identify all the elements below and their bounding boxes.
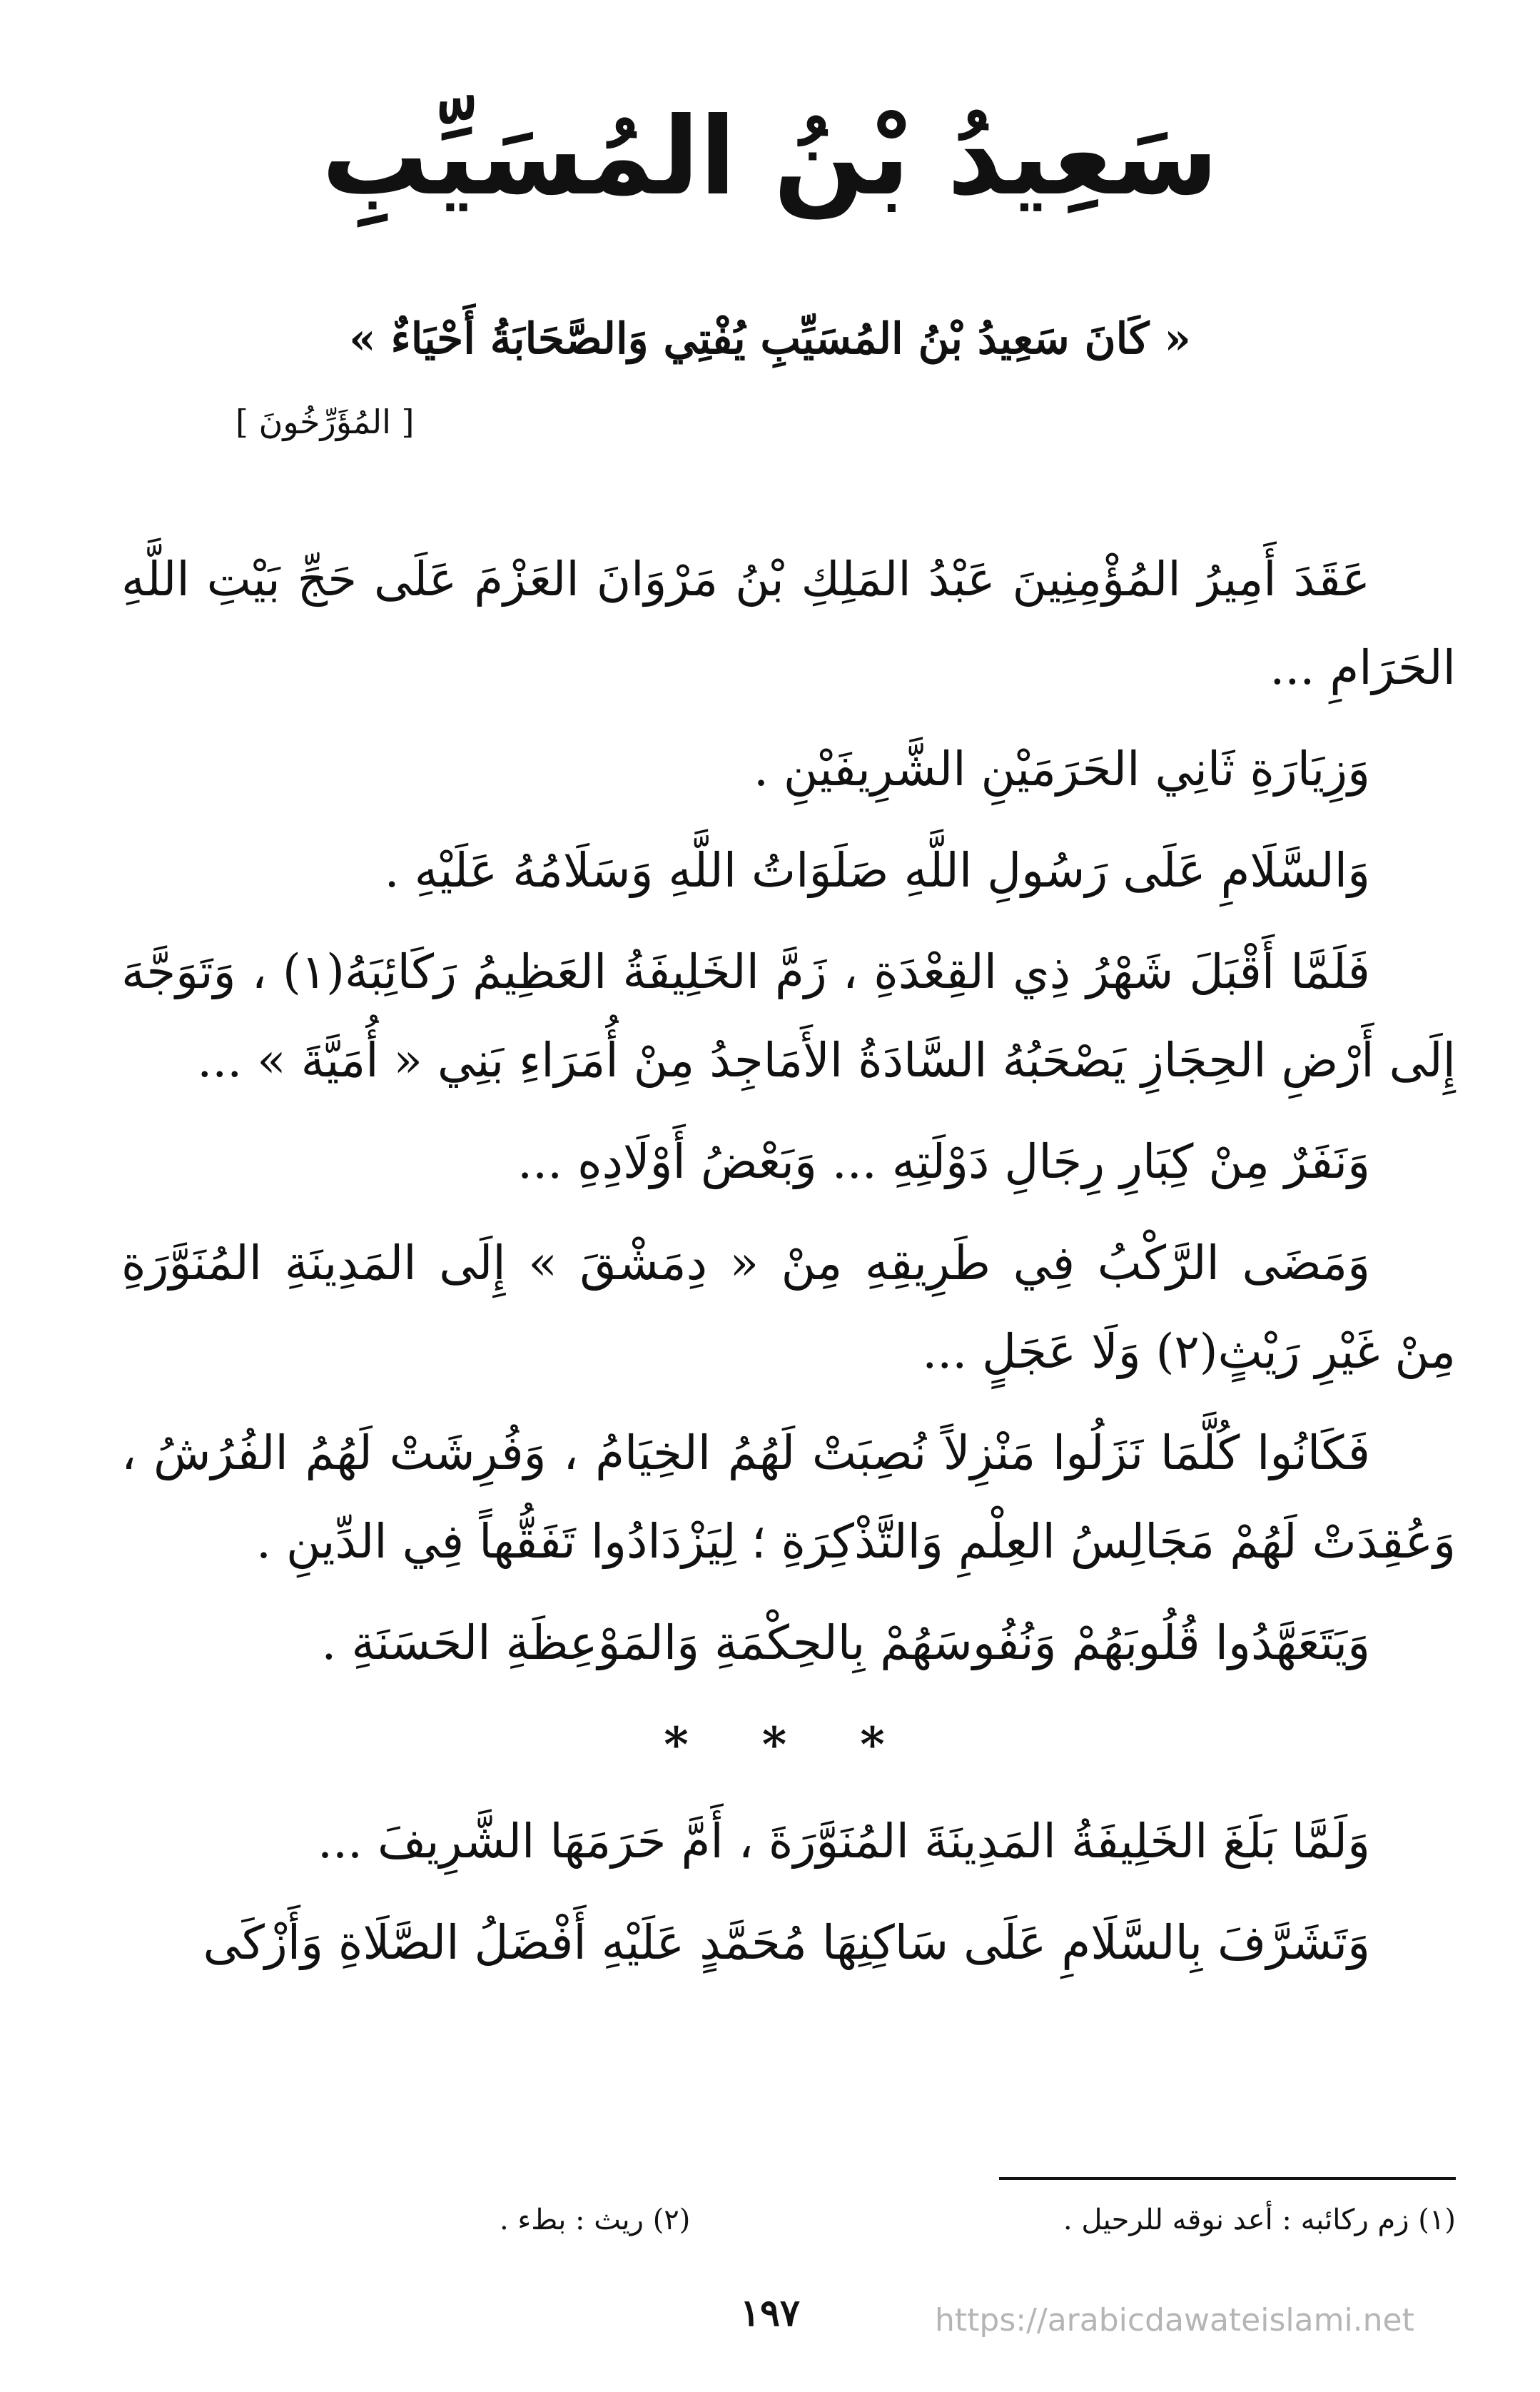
paragraph: وَتَشَرَّفَ بِالسَّلَامِ عَلَى سَاكِنِهَا مُحَمَّدٍ عَلَيْهِ أَفْضَلُ الصَّلَاةِ وَأَزْكَى [203,1915,1370,1970]
footnote-1: (١) زم ركائبه : أعد نوقه للرحيل . [1063,2204,1456,2236]
footnote-2: (٢) ريث : بطء . [500,2204,691,2236]
footnotes [500,2188,1456,2252]
page-number: ١٩٧ [740,2291,800,2335]
paragraph: عَقَدَ أَمِيرُ المُؤْمِنِينَ عَبْدُ المَلِكِ بْنُ مَرْوَانَ العَزْمَ عَلَى حَجِّ بَيْتِ اللَّهِ الحَرَامِ ... [121,552,1456,695]
paragraph: وَمَضَى الرَّكْبُ فِي طَرِيقِهِ مِنْ « دِمَشْقَ » إِلَى المَدِينَةِ المُنَوَّرَةِ مِنْ غَيْرِ رَيْثٍ(٢) وَلَا عَجَلٍ ... [121,1236,1456,1379]
epigraph-attribution: [ المُؤَرِّخُونَ ] [235,403,415,441]
paragraph: فَلَمَّا أَقْبَلَ شَهْرُ ذِي القِعْدَةِ ، زَمَّ الخَلِيفَةُ العَظِيمُ رَكَائِبَهُ(١) ، وَتَوَجَّهَ إِلَى أَرْضِ الحِجَازِ يَصْحَبُهُ السَّادَةُ الأَمَاجِدُ مِنْ أُمَرَاءِ بَنِي « أُمَيَّةَ » ... [121,944,1456,1088]
watermark-url: https://arabicdawateislami.net [935,2302,1414,2338]
chapter-title: سَعِيدُ بْنُ المُسَيِّبِ [321,95,1219,219]
paragraph: وَيَتَعَهَّدُوا قُلُوبَهُمْ وَنُفُوسَهُمْ بِالحِكْمَةِ وَالمَوْعِظَةِ الحَسَنَةِ . [321,1615,1370,1670]
paragraph: وَنَفَرٌ مِنْ كِبَارِ رِجَالِ دَوْلَتِهِ ... وَبَعْضُ أَوْلَادِهِ ... [517,1134,1370,1189]
paragraph: فَكَانُوا كُلَّمَا نَزَلُوا مَنْزِلاً نُصِبَتْ لَهُمُ الخِيَامُ ، وَفُرِشَتْ لَهُمُ الفُرُشُ ، وَعُقِدَتْ لَهُمْ مَجَالِسُ العِلْمِ وَالتَّذْكِرَةِ ؛ لِيَزْدَادُوا تَفَقُّهاً فِي الدِّينِ . [121,1425,1456,1569]
footnote-divider [999,2177,1456,2180]
section-separator: * * * [664,1717,913,1772]
paragraph: وَلَمَّا بَلَغَ الخَلِيفَةُ المَدِينَةَ المُنَوَّرَةَ ، أَمَّ حَرَمَهَا الشَّرِيفَ ... [318,1814,1370,1869]
body-text [121,535,1456,2000]
paragraph: وَزِيَارَةِ ثَانِي الحَرَمَيْنِ الشَّرِيفَيْنِ . [753,742,1370,797]
epigraph-quote: « كَانَ سَعِيدُ بْنُ المُسَيِّبِ يُفْتِي وَالصَّحَابَةُ أَحْيَاءٌ » [349,314,1191,364]
paragraph: وَالسَّلَامِ عَلَى رَسُولِ اللَّهِ صَلَوَاتُ اللَّهِ وَسَلَامُهُ عَلَيْهِ . [384,843,1370,898]
